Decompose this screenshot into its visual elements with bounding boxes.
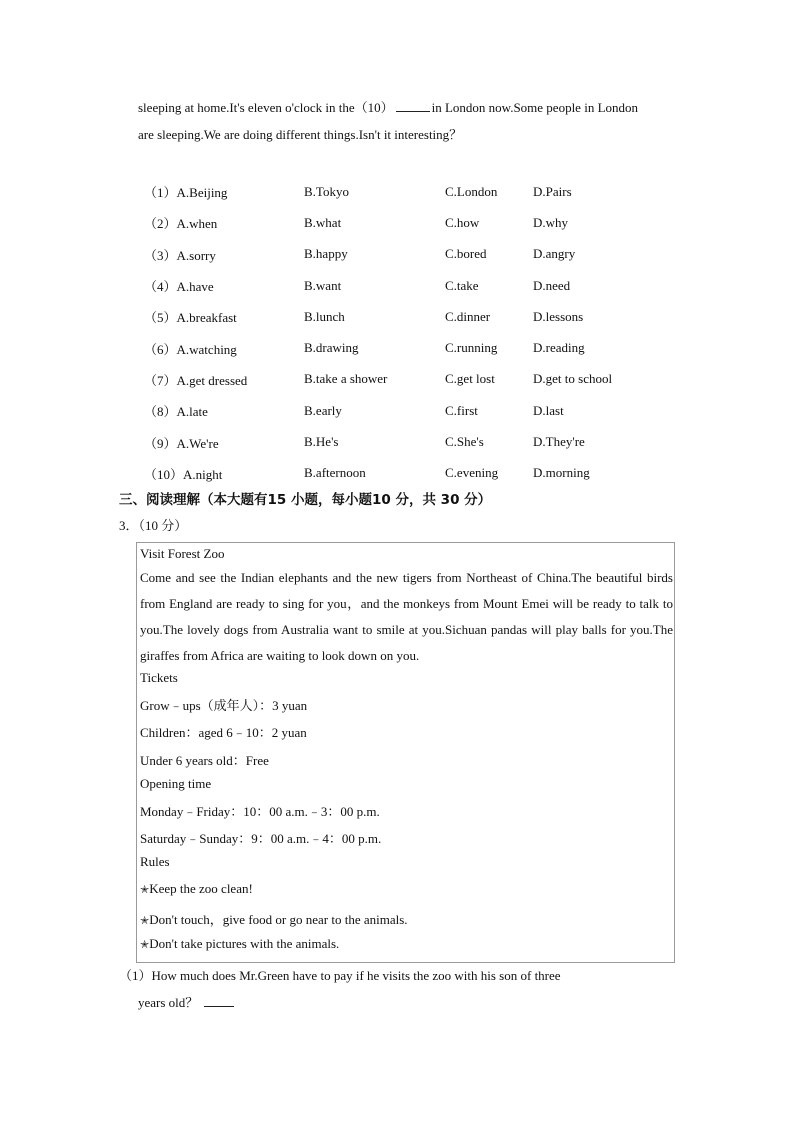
rule-1	[140, 881, 253, 897]
intro-line-1	[138, 97, 638, 116]
option-a-text: A.breakfast	[176, 310, 237, 326]
option-a-text: A.Beijing	[176, 185, 228, 201]
star-icon: ✭	[140, 915, 150, 927]
option-b: B.Tokyo	[304, 183, 349, 199]
option-d: D.last	[533, 402, 564, 418]
passage-body: Come and see the Indian elephants and the new tigers from Northeast of China.The beautiful birds from England are ready to sing for you，and the monkeys from Mount Emei will be ready to talk to you.The lovely dogs from Australia want to smile at you.Sichuan pandas will play balls for you.The giraffes from Africa are waiting to look down on you.	[140, 570, 673, 663]
option-a	[144, 395, 304, 426]
option-row	[144, 332, 643, 363]
answer-blank-10	[396, 100, 430, 112]
rules-heading: Rules	[140, 854, 170, 869]
star-icon: ✭	[140, 939, 150, 951]
option-b: B.want	[304, 277, 342, 293]
option-row	[144, 176, 643, 207]
option-d: D.reading	[533, 340, 585, 356]
option-b: B.He's	[304, 434, 339, 450]
option-number: （7）	[144, 372, 177, 388]
option-number: （4）	[144, 279, 177, 295]
star-icon: ✭	[140, 884, 150, 896]
option-row	[144, 458, 643, 489]
tickets-heading: Tickets	[140, 670, 178, 685]
option-d: D.They're	[533, 434, 585, 450]
option-number: （8）	[144, 404, 177, 420]
opening-weekday: Monday﹣Friday：10：00 a.m.﹣3：00 p.m.	[140, 804, 380, 819]
option-a	[144, 364, 304, 395]
option-a-text: A.sorry	[176, 247, 216, 263]
passage-box	[136, 542, 675, 963]
option-d: D.why	[533, 214, 569, 230]
intro-text-after-blank: in London now.Some people in London	[431, 100, 639, 115]
option-a-text: A.We're	[176, 435, 219, 451]
option-a-text: A.late	[176, 404, 208, 420]
option-number: （6）	[144, 341, 177, 357]
opening-heading: Opening time	[140, 776, 212, 791]
ticket-free: Under 6 years old：Free	[140, 753, 269, 768]
option-row	[144, 301, 643, 332]
ticket-child: Children：aged 6﹣10：2 yuan	[140, 725, 307, 740]
option-a	[144, 207, 304, 238]
option-a	[144, 426, 304, 457]
sub-question-line-2	[138, 992, 236, 1011]
option-c: C.She's	[445, 434, 484, 450]
question-number: 3．（10 分）	[119, 518, 188, 533]
option-b: B.take a shower	[304, 371, 388, 387]
option-b: B.early	[304, 402, 342, 418]
option-number: （1）	[144, 185, 177, 201]
option-b: B.happy	[304, 246, 348, 262]
option-d: D.need	[533, 277, 571, 293]
answer-blank	[204, 995, 234, 1007]
option-c: C.London	[445, 183, 498, 199]
option-row	[144, 270, 643, 301]
rule-2	[140, 909, 408, 928]
rule-2-text: Don't touch，give food or go near to the animals.	[149, 912, 408, 927]
section-title: 三、阅读理解（本大题有15 小题，每小题10 分，共 30 分）	[119, 492, 492, 508]
option-number: （3）	[144, 247, 177, 263]
option-number: （10）	[144, 466, 184, 482]
option-number: （5）	[144, 310, 177, 326]
opening-weekend: Saturday﹣Sunday：9：00 a.m.﹣4：00 p.m.	[140, 831, 382, 846]
intro-line-2: are sleeping.We are doing different things.Isn't it interesting？	[138, 127, 463, 142]
option-a	[144, 270, 304, 301]
option-a	[144, 458, 304, 489]
option-a	[144, 301, 304, 332]
option-row	[144, 239, 643, 270]
option-d: D.get to school	[533, 371, 613, 387]
option-row	[144, 395, 643, 426]
option-c: C.take	[445, 277, 479, 293]
option-row	[144, 364, 643, 395]
option-d: D.morning	[533, 465, 590, 481]
option-a-text: A.get dressed	[176, 372, 248, 388]
option-d: D.angry	[533, 246, 576, 262]
option-b: B.drawing	[304, 340, 359, 356]
option-b: B.afternoon	[304, 465, 366, 481]
option-a-text: A.night	[183, 466, 223, 482]
option-c: C.get lost	[445, 371, 495, 387]
option-c: C.running	[445, 340, 498, 356]
option-a	[144, 176, 304, 207]
option-d: D.Pairs	[533, 183, 572, 199]
option-a	[144, 332, 304, 363]
option-c: C.dinner	[445, 308, 491, 324]
rule-1-text: Keep the zoo clean!	[149, 881, 253, 896]
option-a-text: A.when	[176, 216, 218, 232]
option-c: C.how	[445, 214, 480, 230]
option-b: B.what	[304, 214, 342, 230]
passage-title: Visit Forest Zoo	[140, 546, 225, 561]
option-c: C.evening	[445, 465, 499, 481]
option-number: （9）	[144, 435, 177, 451]
sub-question-line-1: （1）How much does Mr.Green have to pay if he visits the zoo with his son of three	[119, 968, 561, 983]
option-b: B.lunch	[304, 308, 345, 324]
rule-3-text: Don't take pictures with the animals.	[149, 936, 340, 951]
ticket-adult: Grow﹣ups（成年人）：3 yuan	[140, 698, 308, 713]
option-a-text: A.have	[176, 279, 214, 295]
rule-3	[140, 936, 339, 952]
option-row	[144, 207, 643, 238]
option-a-text: A.watching	[176, 341, 237, 357]
option-number: （2）	[144, 216, 177, 232]
option-c: C.bored	[445, 246, 487, 262]
option-d: D.lessons	[533, 308, 584, 324]
options-table	[144, 176, 643, 489]
intro-text-before-blank: sleeping at home.It's eleven o'clock in the（10）	[138, 100, 394, 115]
option-a	[144, 239, 304, 270]
sub-question-text: years old？	[138, 995, 199, 1010]
option-row	[144, 426, 643, 457]
option-c: C.first	[445, 402, 478, 418]
